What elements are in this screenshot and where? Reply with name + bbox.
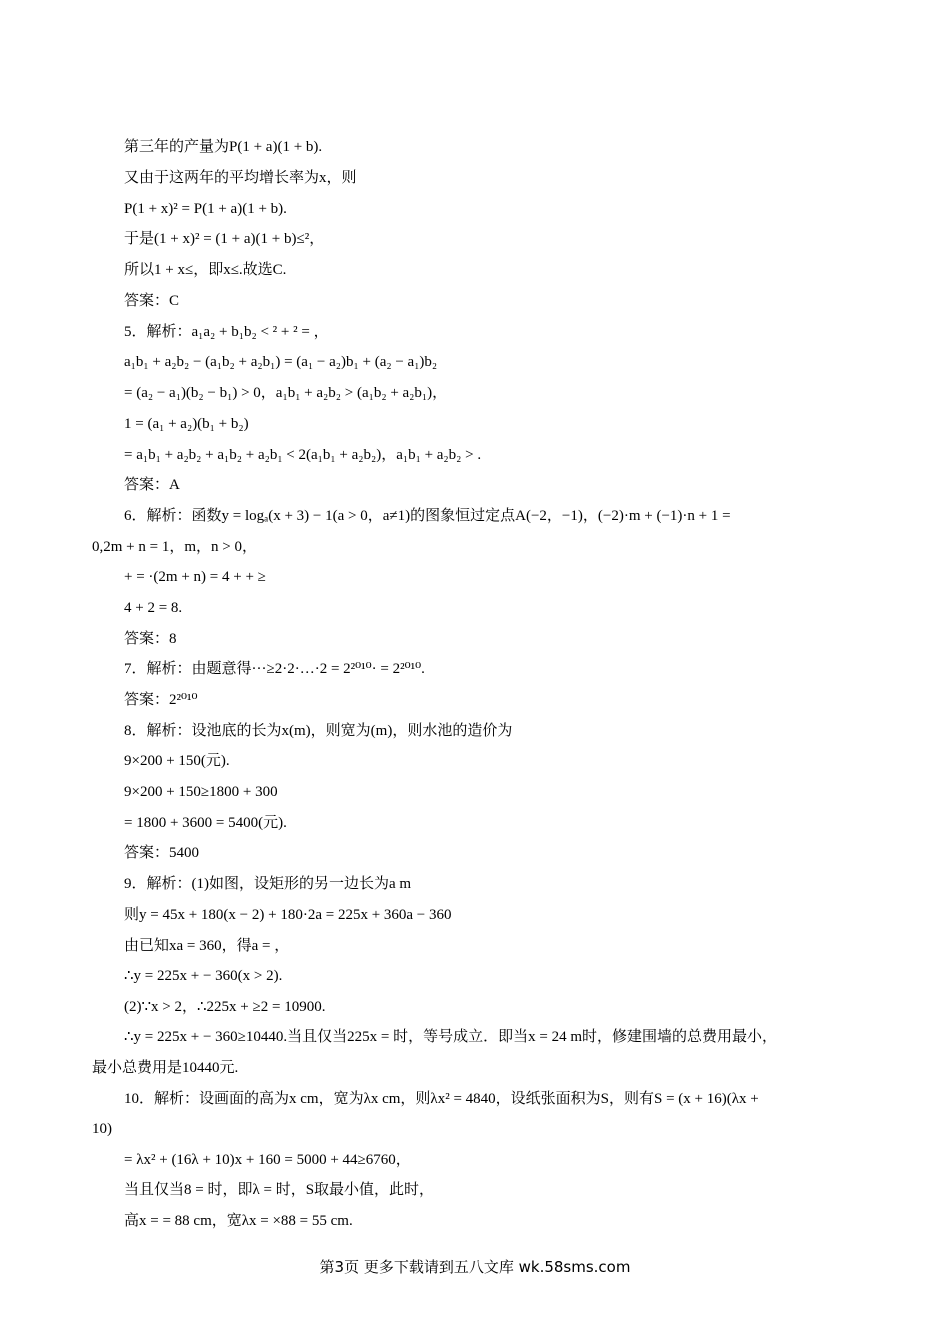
problem-10-heading: 10．解析：设画面的高为x cm，宽为λx cm，则λx² = 4840，设纸张面积为S，则有S = (x + 16)(λx + <box>124 1091 759 1107</box>
text-line: 所以1 + x≤，即x≤.故选C. <box>124 262 287 278</box>
text-line: = λx² + (16λ + 10)x + 160 = 5000 + 44≥6760， <box>124 1152 411 1168</box>
answer-line: 答案：A <box>124 477 180 493</box>
answer-line: 答案：5400 <box>124 845 200 861</box>
text-line: = 1800 + 3600 = 5400(元). <box>124 815 287 831</box>
text-line: + = ·(2m + n) = 4 + + ≥ <box>124 569 266 585</box>
answer-line: 答案：C <box>124 293 180 309</box>
text-line: 10) <box>92 1121 112 1137</box>
problem-5-heading: 5．解析：a₁a₂ + b₁b₂ < ² + ² = ， <box>124 324 329 340</box>
problem-6-heading: 6．解析：函数y = logₐ(x + 3) − 1(a > 0，a≠1)的图象恒过定点A(−2，−1)，(−2)·m + (−1)·n + 1 = <box>124 508 731 524</box>
text-line: = a₁b₁ + a₂b₂ + a₁b₂ + a₂b₁ < 2(a₁b₁ + a₂b₂)，a₁b₁ + a₂b₂ > . <box>124 447 482 463</box>
problem-8-heading: 8．解析：设池底的长为x(m)，则宽为(m)，则水池的造价为 <box>124 723 513 739</box>
answer-line: 答案：2²⁰¹⁰ <box>124 692 198 708</box>
text-line: 1 = (a₁ + a₂)(b₁ + b₂) <box>124 416 249 432</box>
text-line: ∴y = 225x + − 360(x > 2). <box>124 968 283 984</box>
text-line: 4 + 2 = 8. <box>124 600 183 616</box>
text-line: 当且仅当8 = 时，即λ = 时，S取最小值，此时， <box>124 1182 435 1198</box>
problem-7-heading: 7．解析：由题意得···≥2·2·…·2 = 2²⁰¹⁰· = 2²⁰¹⁰. <box>124 661 425 677</box>
text-line: 于是(1 + x)² = (1 + a)(1 + b)≤²， <box>124 231 325 247</box>
text-line: 由已知xa = 360，得a = ， <box>124 938 290 954</box>
text-line: (2)∵x > 2，∴225x + ≥2 = 10900. <box>124 999 326 1015</box>
problem-9-heading: 9．解析：(1)如图，设矩形的另一边长为a m <box>124 876 412 892</box>
text-line: 最小总费用是10440元. <box>92 1060 239 1076</box>
text-line: ∴y = 225x + − 360≥10440.当且仅当225x = 时，等号成立．即当x = 24 m时，修建围墙的总费用最小， <box>124 1029 777 1045</box>
text-line: 高x = = 88 cm，宽λx = ×88 = 55 cm. <box>124 1213 353 1229</box>
text-line: = (a₂ − a₁)(b₂ − b₁) > 0，a₁b₁ + a₂b₂ > (a₁b₂ + a₂b₁)， <box>124 385 448 401</box>
text-line: a₁b₁ + a₂b₂ − (a₁b₂ + a₂b₁) = (a₁ − a₂)b₁ + (a₂ − a₁)b₂ <box>124 354 438 370</box>
text-line: 第三年的产量为P(1 + a)(1 + b). <box>124 139 323 155</box>
text-line: 9×200 + 150(元). <box>124 753 230 769</box>
page-footer: 第3页 更多下载请到五八文库 wk.58sms.com <box>319 1258 631 1276</box>
text-line: 0,2m + n = 1，m，n > 0， <box>92 539 257 555</box>
text-line: 又由于这两年的平均增长率为x，则 <box>124 170 357 186</box>
text-line: 则y = 45x + 180(x − 2) + 180·2a = 225x + 360a − 360 <box>124 907 452 923</box>
text-line: 9×200 + 150≥1800 + 300 <box>124 784 278 800</box>
answer-line: 答案：8 <box>124 631 177 647</box>
text-line: P(1 + x)² = P(1 + a)(1 + b). <box>124 201 287 217</box>
